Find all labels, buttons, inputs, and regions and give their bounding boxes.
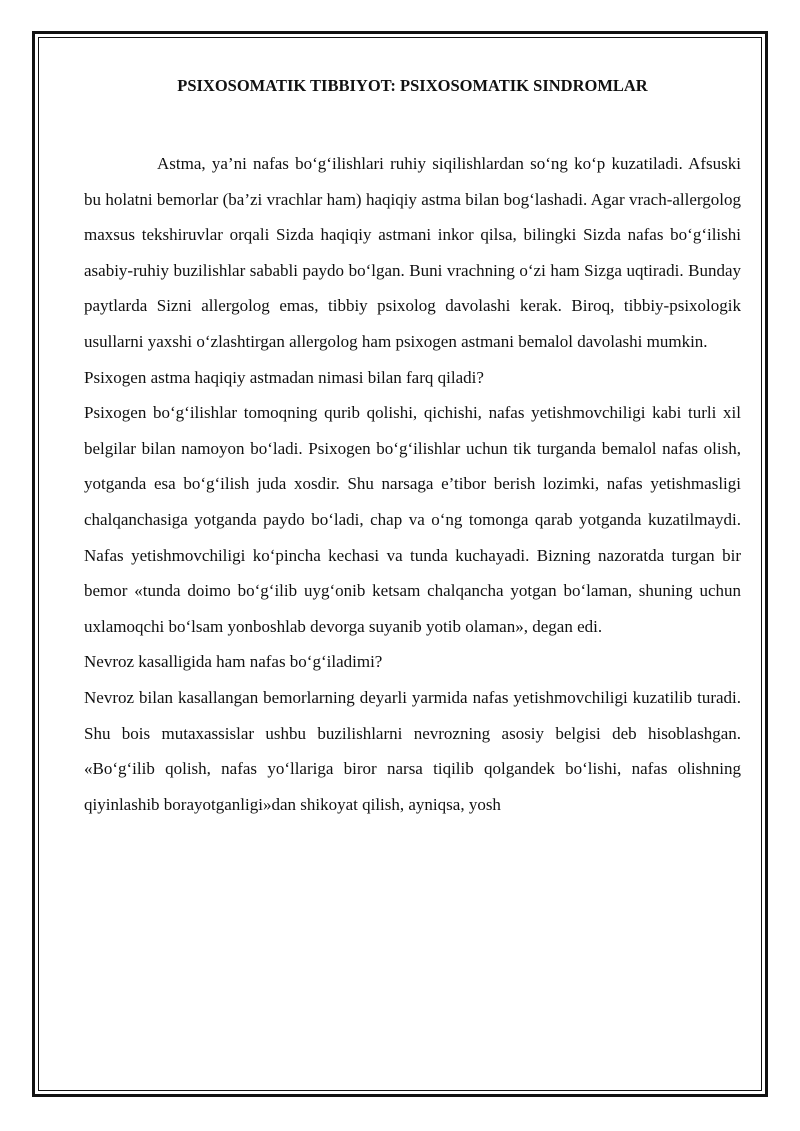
- document-title: PSIXOSOMATIK TIBBIYOT: PSIXOSOMATIK SINDROMLAR: [177, 76, 648, 95]
- paragraph-asthma-intro: Astma, ya’ni nafas bo‘g‘ilishlari ruhiy siqilishlardan so‘ng ko‘p kuzatiladi. Afsuski bu holatni bemorlar (ba’zi vrachlar ham) haqiqiy astma bilan bog‘lashadi. Agar vrach-allergolog maxsus tekshiruvlar orqali Sizda haqiqiy astmani inkor qilsa, bilingki Sizda nafas bo‘g‘ilishi asabiy-ruhiy buzilishlar sababli paydo bo‘lgan. Buni vrachning o‘zi ham Sizga uqtiradi. Bunday paytlarda Sizni allergolog emas, tibbiy psixolog davolashi kerak. Biroq, tibbiy-psixologik usullarni yaxshi o‘zlashtirgan allergolog ham psixogen astmani bemalol davolashi mumkin.: [84, 154, 741, 351]
- question-neurosis: Nevroz kasalligida ham nafas bo‘g‘iladimi?: [84, 652, 383, 672]
- question-psychogenic-asthma: Psixogen astma haqiqiy astmadan nimasi bilan farq qiladi?: [84, 367, 484, 387]
- document-body: [84, 74, 741, 822]
- paragraph-neurosis: Nevroz bilan kasallangan bemorlarning deyarli yarmida nafas yetishmovchiligi kuzatilib turadi. Shu bois mutaxassislar ushbu buzilishlarni nevrozning asosiy belgisi deb hisoblashgan. «Bo‘g‘ilib qolish, nafas yo‘llariga biror narsa tiqilib qolgandek bo‘lishi, nafas olishning qiyinlashib borayotganligi»dan shikoyat qilish, ayniqsa, yosh: [84, 687, 741, 814]
- paragraph-psychogenic-symptoms: Psixogen bo‘g‘ilishlar tomoqning qurib qolishi, qichishi, nafas yetishmovchiligi kabi turli xil belgilar bilan namoyon bo‘ladi. Psixogen bo‘g‘ilishlar uchun tik turganda bemalol nafas olish, yotganda esa bo‘g‘ilish juda xosdir. Shu narsaga e’tibor berish lozimki, nafas yetishmasligi chalqanchasiga yotganda paydo bo‘ladi, chap va o‘ng tomonga qarab yotganda kuzatilmaydi. Nafas yetishmovchiligi ko‘pincha kechasi va tunda kuchayadi. Bizning nazoratda turgan bir bemor «tunda doimo bo‘g‘ilib uyg‘onib ketsam chalqancha yotgan bo‘laman, shuning uchun uxlamoqchi bo‘lsam yonboshlab devorga suyanib yotib olaman», degan edi.: [84, 403, 741, 636]
